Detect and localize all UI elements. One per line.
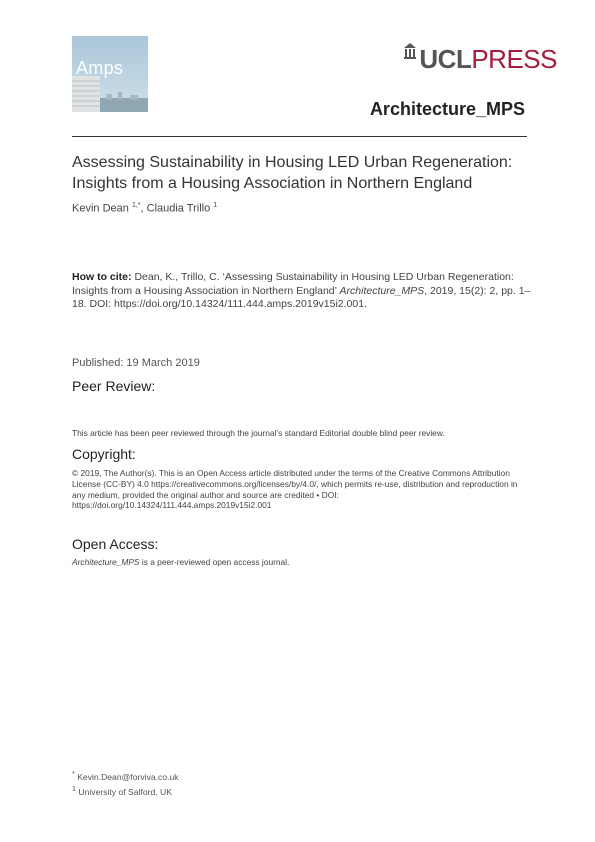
author-affiliation-mark: 1	[213, 202, 218, 209]
author-separator: ,	[140, 202, 147, 215]
citation-text: Dean, K., Trillo, C. ‘Assessing Sustainability in Housing LED Urban Regeneration: Insights from a Housing Association in Northern England’	[72, 271, 514, 297]
header-divider	[72, 136, 527, 137]
published-date: Published: 19 March 2019	[72, 357, 200, 369]
ucl-portico-icon	[403, 41, 417, 61]
citation-journal: Architecture_MPS	[339, 284, 425, 297]
author-name: Kevin Dean	[72, 202, 129, 215]
footnote-mark: 1	[72, 784, 76, 793]
citation-details: , 2019, 15(2): 2, pp. 1–18. DOI: https://doi.org/10.14324/111.444.amps.2019v15i2.001.	[72, 284, 531, 310]
footnote	[72, 768, 179, 783]
article-title: Assessing Sustainability in Housing LED Urban Regeneration: Insights from a Housing Association in Northern England	[72, 154, 513, 192]
publisher-name-press: PRESS	[471, 43, 557, 74]
journal-name: Architecture_MPS	[369, 99, 525, 119]
footnote-email[interactable]: Kevin.Dean@forviva.co.uk	[77, 771, 179, 782]
cover-word: Amps	[76, 58, 124, 78]
author-list	[72, 202, 217, 215]
footnote	[72, 783, 179, 798]
journal-cover-logo	[72, 36, 148, 112]
author-name: Claudia Trillo	[146, 202, 211, 215]
how-to-cite: How to cite: Dean, K., Trillo, C. ‘Assessing Sustainability in Housing LED Urban Regeneration: Insights from a Housing Association in Northern England’ Architecture_MPS, 2019, 15(2): 2, pp. 1–18. DOI: https://doi.org/10.14324/111.444.amps.2019v15i2.001.	[72, 271, 531, 310]
open-access-body	[72, 557, 532, 568]
footnote-mark: *	[72, 770, 75, 778]
footnote-affiliation: University of Salford, UK	[78, 786, 172, 797]
copyright-body: © 2019, The Author(s). This is an Open Access article distributed under the terms of the Creative Commons Attribution License (CC-BY) 4.0 https://creativecommons.org/licenses/by/4.0/, which permits re-use, distribution and reproduction in any medium, provided the original author and source are credited • DOI: https://doi.org/10.14324/111.444.amps.2019v15i2.001	[72, 468, 518, 511]
how-to-cite-label: How to cite	[72, 271, 129, 283]
peer-review-body: This article has been peer reviewed through the journal’s standard Editorial double blind peer review.	[72, 428, 445, 438]
publisher-name-ucl: UCL	[419, 43, 472, 74]
author-affiliation-mark: 1,*	[131, 202, 141, 209]
copyright-heading: Copyright:	[72, 446, 136, 462]
publisher-logo	[403, 44, 557, 74]
open-access-journal: Architecture_MPS	[72, 557, 140, 567]
peer-review-heading: Peer Review:	[72, 378, 156, 394]
footnotes	[72, 768, 179, 798]
open-access-text: is a peer-reviewed open access journal.	[139, 557, 290, 567]
open-access-heading: Open Access:	[72, 536, 159, 552]
